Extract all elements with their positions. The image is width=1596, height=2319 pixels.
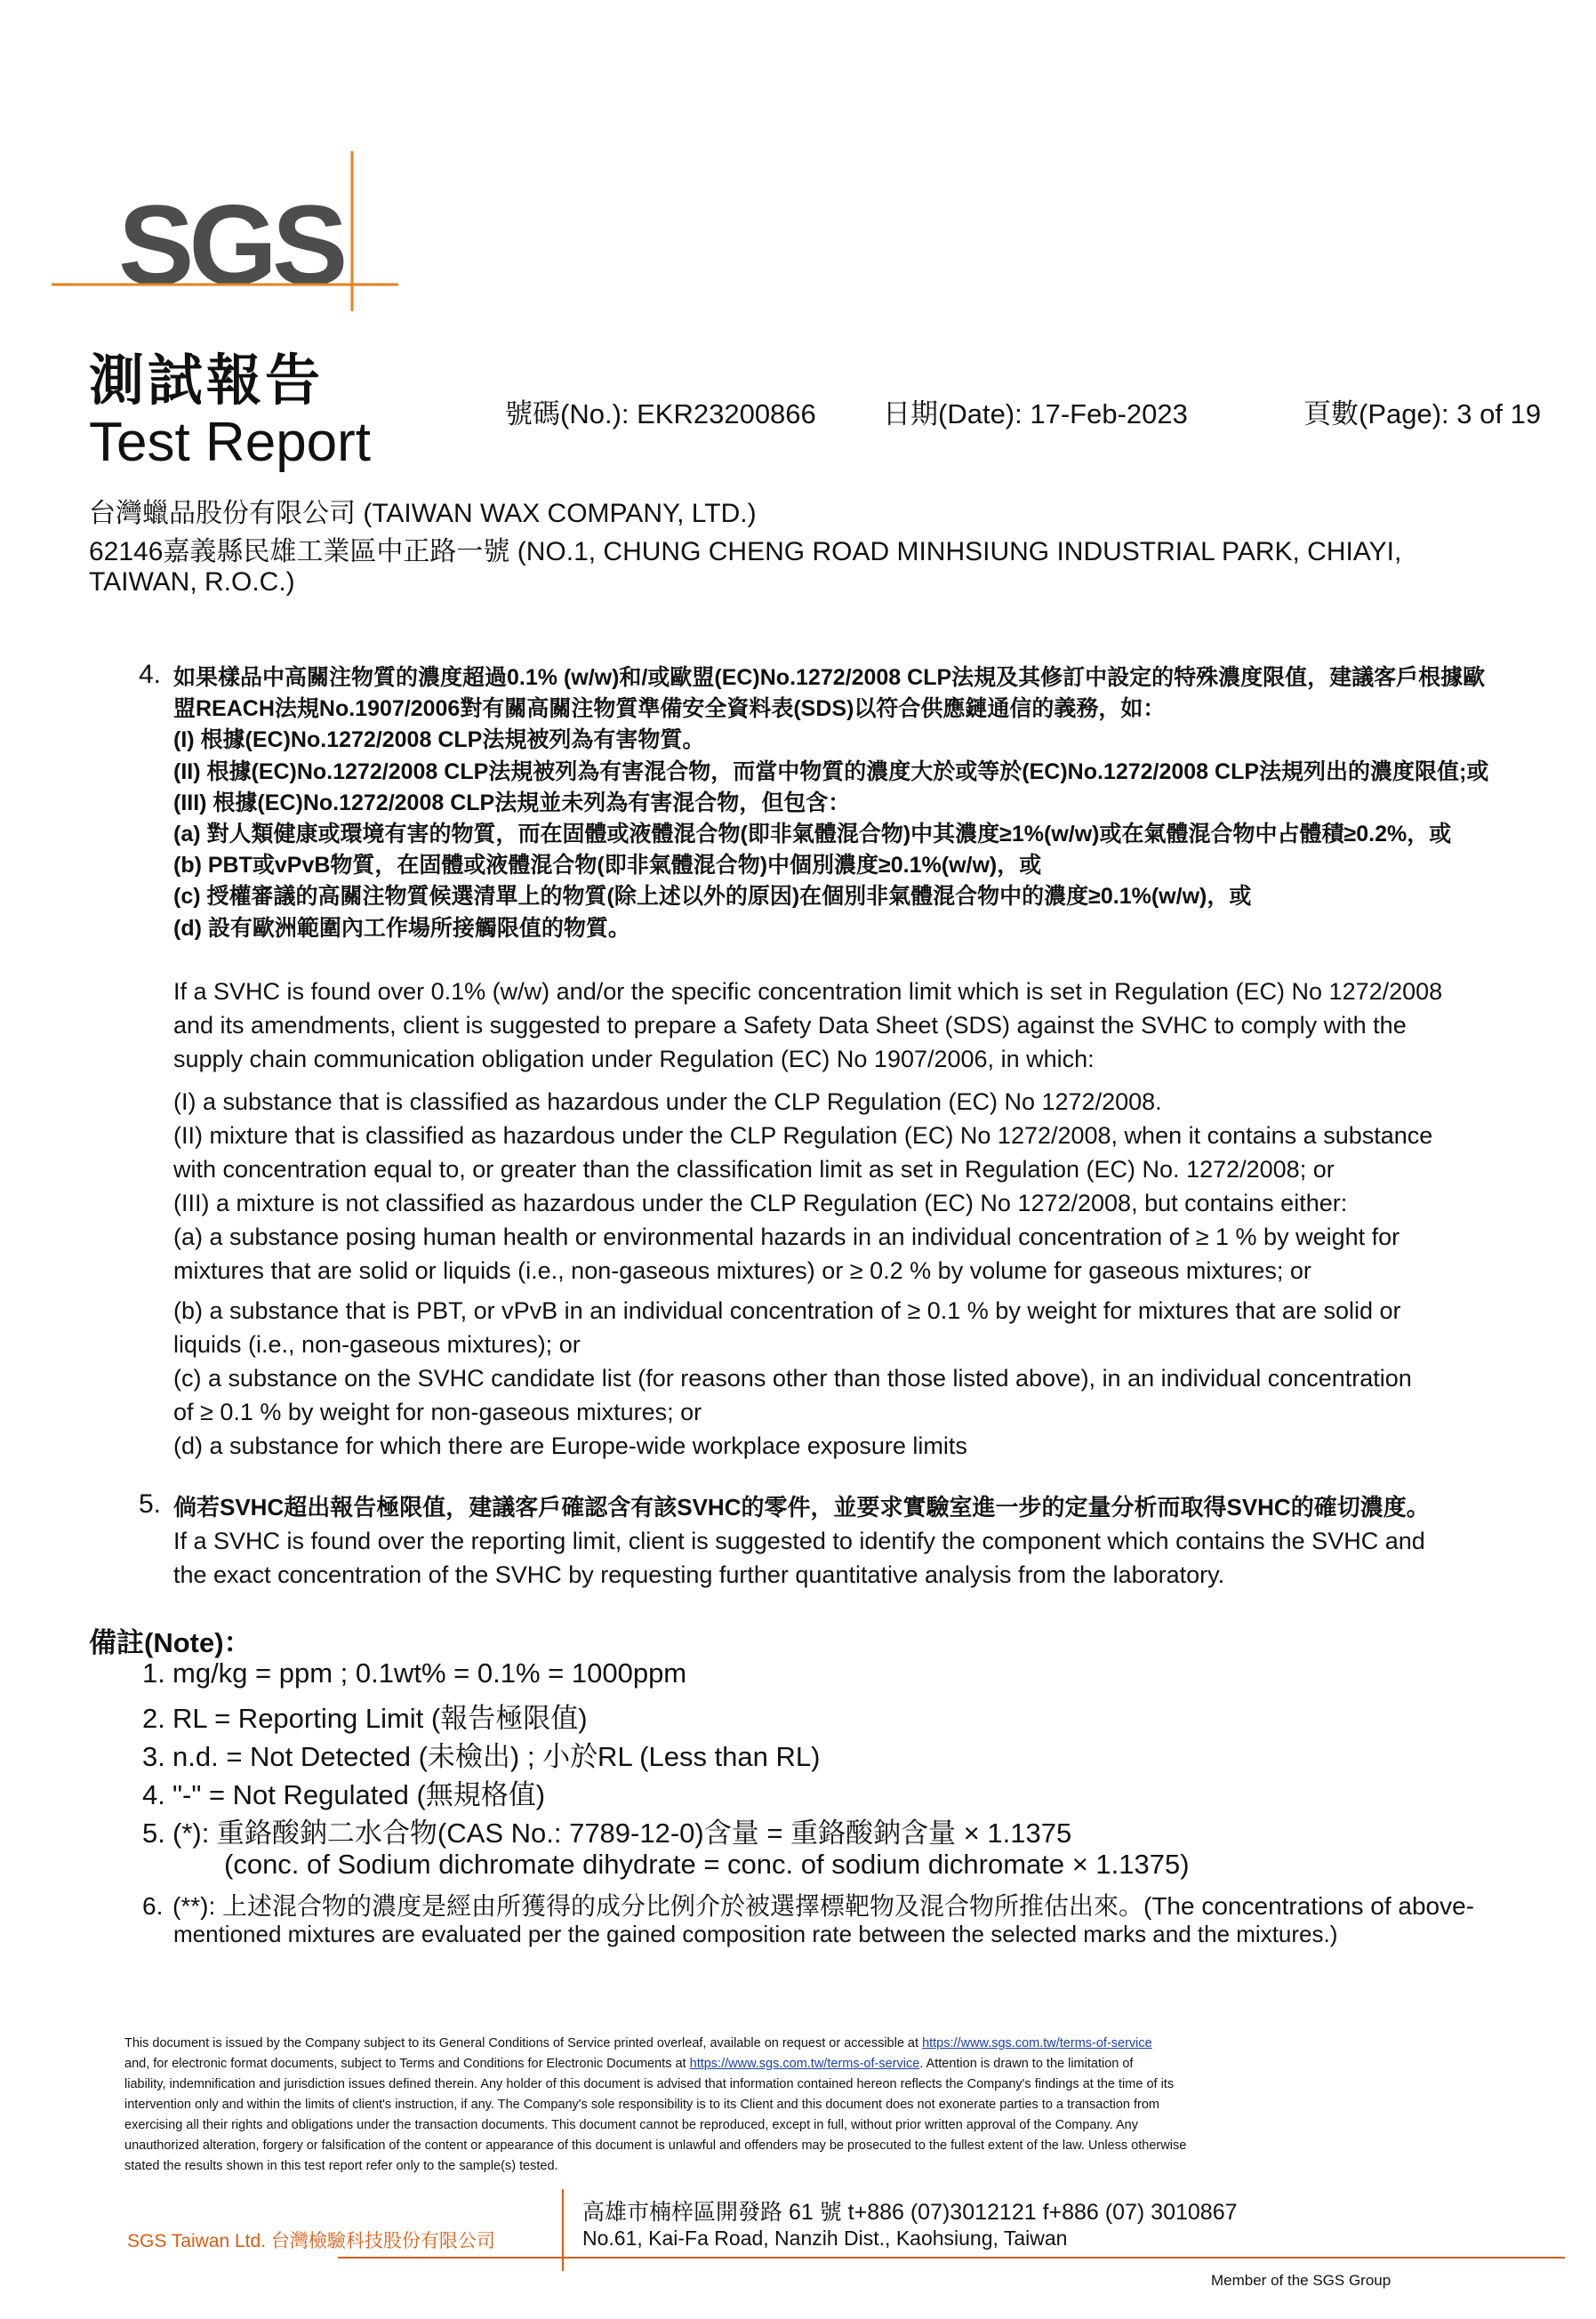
note-item (142, 1734, 820, 1774)
footer-legal-line: stated the results shown in this test report refer only to the sample(s) tested. (124, 2159, 558, 2173)
note-text: (*): 重鉻酸鈉二水合物(CAS No.: 7789-12-0)含量 = 重鉻酸鈉含量 × 1.1375 (172, 1817, 1072, 1849)
item-number: 5. (139, 1489, 162, 1519)
item4-en-line: (c) a substance on the SVHC candidate list (for reasons other than those listed above), in an individual concentration (173, 1365, 1412, 1392)
note-item (142, 1810, 1071, 1850)
item4-en-line: mixtures that are solid or liquids (i.e., non-gaseous mixtures) or ≥ 0.2 % by volume for gaseous mixtures; or (173, 1257, 1311, 1284)
footer-company: SGS Taiwan Ltd. 台灣檢驗科技股份有限公司 (127, 2231, 495, 2251)
page-number: 頁數(Page): 3 of 19 (1303, 398, 1542, 429)
client-address-line1: 62146嘉義縣民雄工業區中正路一號 (NO.1, CHUNG CHENG ROAD MINHSIUNG INDUSTRIAL PARK, CHIAYI, (89, 537, 1402, 566)
footer-legal-line (124, 2057, 1133, 2071)
item4-cn-line: (c) 授權審議的高關注物質候選清單上的物質(除上述以外的原因)在個別非氣體混合物中的濃度≥0.1%(w/w)，或 (173, 884, 1252, 909)
footer-text-span: and, for electronic format documents, subject to Terms and Conditions for Electronic Documents at (124, 2057, 690, 2071)
item4-cn-line: 如果樣品中高關注物質的濃度超過0.1% (w/w)和/或歐盟(EC)No.1272/2008 CLP法規及其修訂中設定的特殊濃度限值，建議客戶根據歐 (173, 665, 1486, 690)
item4-cn-line: (II) 根據(EC)No.1272/2008 CLP法規被列為有害混合物，而當中物質的濃度大於或等於(EC)No.1272/2008 CLP法規列出的濃度限值;或 (173, 759, 1489, 784)
footer-legal-line: liability, indemnification and jurisdiction issues defined therein. Any holder of this document is advised that information contained hereon reflects the Company's findings at the time of its (124, 2077, 1175, 2091)
note-text: "-" = Not Regulated (無規格值) (172, 1779, 546, 1810)
item4-en-line: supply chain communication obligation under Regulation (EC) No 1907/2006, in which: (173, 1046, 1095, 1072)
footer-legal-line: exercising all their rights and obligations under the transaction documents. This document cannot be reproduced, except in full, without prior written approval of the Company. Any (124, 2118, 1138, 2132)
item4-en-line: (I) a substance that is classified as hazardous under the CLP Regulation (EC) No 1272/2008. (173, 1088, 1162, 1115)
item4-en-line: liquids (i.e., non-gaseous mixtures); or (173, 1331, 581, 1358)
client-name: 台灣蠟品股份有限公司 (TAIWAN WAX COMPANY, LTD.) (89, 499, 757, 528)
note-text: n.d. = Not Detected (未檢出) ; 小於RL (Less than RL) (172, 1741, 821, 1772)
footer-member: Member of the SGS Group (1211, 2272, 1391, 2289)
footer-divider-horizontal (338, 2257, 1565, 2259)
note-number: 2. (142, 1703, 165, 1734)
item4-cn-line: (a) 對人類健康或環境有害的物質，而在固體或液體混合物(即非氣體混合物)中其濃度≥1%(w/w)或在氣體混合物中占體積≥0.2%，或 (173, 822, 1452, 847)
item5-en-line: the exact concentration of the SVHC by requesting further quantitative analysis from the laboratory. (173, 1561, 1225, 1588)
note-item (142, 1696, 588, 1736)
item4-en-line: If a SVHC is found over 0.1% (w/w) and/or the specific concentration limit which is set in Regulation (EC) No 1272/2008 (173, 978, 1443, 1005)
terms-link[interactable]: https://www.sgs.com.tw/terms-of-service (922, 2036, 1152, 2050)
item4-en-line: (III) a mixture is not classified as hazardous under the CLP Regulation (EC) No 1272/2008, but contains either: (173, 1190, 1348, 1216)
report-number: 號碼(No.): EKR23200866 (505, 398, 816, 429)
item4-en-line: with concentration equal to, or greater than the classification limit as set in Regulation (EC) No. 1272/2008; or (173, 1156, 1335, 1183)
item4-en-line: and its amendments, client is suggested to prepare a Safety Data Sheet (SDS) against the SVHC to comply with the (173, 1012, 1407, 1039)
title-chinese: 測試報告 (89, 350, 325, 412)
footer-text-span: This document is issued by the Company subject to its General Conditions of Service printed overleaf, available on request or accessible at (124, 2036, 923, 2050)
svg-text:SGS: SGS (118, 182, 343, 309)
title-english: Test Report (89, 412, 372, 473)
item4-cn-line: (III) 根據(EC)No.1272/2008 CLP法規並未列為有害混合物，但包含： (173, 790, 851, 815)
item4-en-line: (d) a substance for which there are Europe-wide workplace exposure limits (173, 1432, 967, 1459)
item4-en-line: (a) a substance posing human health or environmental hazards in an individual concentration of ≥ 1 % by weight for (173, 1224, 1400, 1250)
note-number: 6. (142, 1892, 164, 1920)
footer-divider-vertical (562, 2189, 564, 2271)
item-number: 4. (139, 660, 162, 689)
note-continuation: (conc. of Sodium dichromate dihydrate = conc. of sodium dichromate × 1.1375) (224, 1849, 1190, 1880)
note-number: 1. (142, 1657, 165, 1689)
note-item (142, 1772, 545, 1812)
item5-cn: 倘若SVHC超出報告極限值，建議客戶確認含有該SVHC的零件，並要求實驗室進一步的定量分析而取得SVHC的確切濃度。 (173, 1494, 1430, 1521)
note-text: mg/kg = ppm ; 0.1wt% = 0.1% = 1000ppm (172, 1657, 687, 1689)
footer-legal-line: intervention only and within the limits of client's instruction, if any. The Company's sole responsibility is to its Client and this document does not exonerate parties to a transaction from (124, 2098, 1159, 2112)
sgs-logo (52, 142, 407, 320)
footer-address-en: No.61, Kai-Fa Road, Nanzih Dist., Kaohsiung, Taiwan (582, 2227, 1068, 2250)
note-number: 5. (142, 1817, 165, 1849)
report-date: 日期(Date): 17-Feb-2023 (883, 398, 1188, 429)
item4-cn-line: (d) 設有歐洲範圍內工作場所接觸限值的物質。 (173, 916, 630, 941)
item4-en-line: of ≥ 0.1 % by weight for non-gaseous mixtures; or (173, 1399, 702, 1425)
notes-heading: 備註(Note)： (89, 1627, 252, 1658)
item4-en-line: (b) a substance that is PBT, or vPvB in an individual concentration of ≥ 0.1 % by weight for mixtures that are solid or (173, 1297, 1401, 1324)
note-number: 3. (142, 1741, 165, 1772)
note-item (142, 1657, 686, 1689)
note-continuation: mentioned mixtures are evaluated per the gained composition rate between the selected marks and the mixtures.) (173, 1921, 1338, 1947)
item4-cn-line: (b) PBT或vPvB物質，在固體或液體混合物(即非氣體混合物)中個別濃度≥0.1%(w/w)，或 (173, 853, 1042, 878)
footer-text-span: . Attention is drawn to the limitation of (919, 2057, 1134, 2071)
note-text: RL = Reporting Limit (報告極限值) (172, 1703, 588, 1734)
note-item (142, 1887, 1474, 1922)
item4-cn-line: (I) 根據(EC)No.1272/2008 CLP法規被列為有害物質。 (173, 727, 705, 752)
item4-en-line: (II) mixture that is classified as hazardous under the CLP Regulation (EC) No 1272/2008, when it contains a substance (173, 1122, 1433, 1149)
client-address-line2: TAIWAN, R.O.C.) (89, 567, 295, 597)
terms-link[interactable]: https://www.sgs.com.tw/terms-of-service (689, 2057, 920, 2071)
item4-cn-line: 盟REACH法規No.1907/2006對有關高關注物質準備安全資料表(SDS)以符合供應鏈通信的義務，如： (173, 696, 1166, 721)
footer-address-cn: 高雄市楠梓區開發路 61 號 t+886 (07)3012121 f+886 (07) 3010867 (582, 2200, 1238, 2225)
note-number: 4. (142, 1779, 165, 1810)
footer-legal-line (124, 2036, 1152, 2050)
footer-legal-line: unauthorized alteration, forgery or falsification of the content or appearance of this document is unlawful and offenders may be prosecuted to the fullest extent of the law. Unless otherwise (124, 2138, 1187, 2153)
item5-en-line: If a SVHC is found over the reporting limit, client is suggested to identify the component which contains the SVHC and (173, 1528, 1425, 1554)
note-text: (**): 上述混合物的濃度是經由所獲得的成分比例介於被選擇標靶物及混合物所推估出來。(The concentrations of above- (172, 1892, 1474, 1920)
